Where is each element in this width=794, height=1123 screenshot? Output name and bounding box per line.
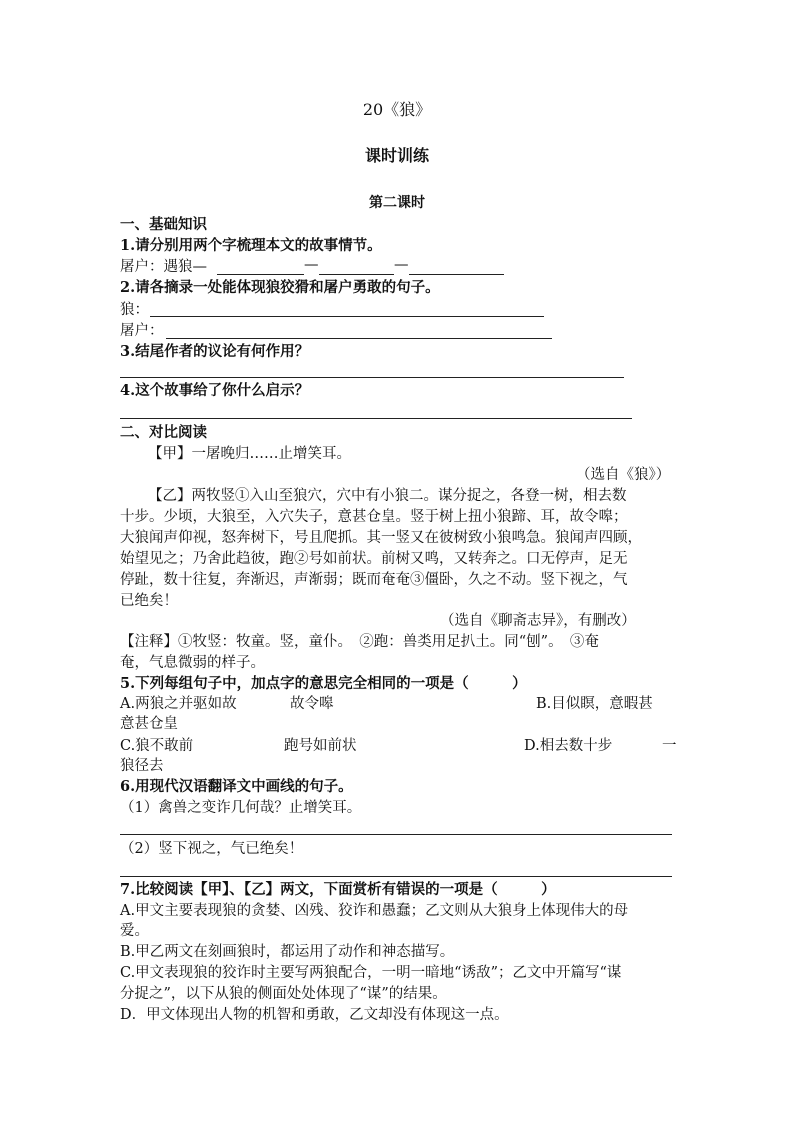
- q1-blank-3[interactable]: [409, 274, 504, 275]
- q7-option-a-cont: 爱。: [120, 923, 149, 939]
- q3-text: 3.结尾作者的议论有何作用？: [120, 343, 310, 360]
- q1-blank-2[interactable]: [319, 274, 394, 275]
- q7-text: 7.比较阅读【甲】、【乙】两文，下面赏析有错误的一项是（ ）: [120, 881, 556, 898]
- q1-dash-2: —: [394, 257, 409, 273]
- q2-wolf-label: 狼：: [120, 302, 149, 318]
- section1-heading: 一、基础知识: [120, 216, 207, 233]
- q7-option-d[interactable]: D．甲文体现出人物的机智和勇敢，乙文却没有体现这一点。: [120, 1007, 509, 1023]
- q5-option-a-pair: 故令嗥: [290, 696, 334, 712]
- passage-yi-line: 十步。少顷，大狼至，入穴失子，意甚仓皇。竖于树上扭小狼蹄、耳，故令嗥；: [120, 509, 628, 525]
- passage-yi-line: 大狼闻声仰视，怒奔树下，号且爬抓。其一竖又在彼树致小狼鸣急。狼闻声四顾，: [120, 530, 642, 546]
- q2-butcher-label: 屠户：: [120, 323, 164, 339]
- q6-answer-blank-1[interactable]: [120, 834, 672, 835]
- q7-option-c[interactable]: C.甲文表现狼的狡诈时主要写两狼配合，一明一暗地“诱敌”；乙文中开篇写“谋: [120, 965, 622, 981]
- q6-sentence-2: （2）竖下视之，气已绝矣！: [120, 841, 304, 857]
- q6-answer-blank-2[interactable]: [120, 876, 672, 877]
- q5-option-c-pair: 跑号如前状: [284, 738, 357, 754]
- q6-text: 6.用现代汉语翻译文中画线的句子。: [120, 778, 353, 795]
- q1-dash-1: —: [304, 257, 319, 273]
- page-subtitle: 课时训练: [364, 146, 429, 165]
- passage-yi-source: （选自《聊斋志异》，有删改）: [440, 613, 636, 629]
- passage-yi-line: 【乙】两牧竖①入山至狼穴，穴中有小狼二。谋分捉之，各登一树，相去数: [148, 488, 627, 504]
- passage-jia-source: （选自《狼》）: [576, 467, 671, 483]
- q4-answer-blank[interactable]: [120, 418, 632, 419]
- q5-option-d-pair-cont: 狼径去: [120, 758, 164, 774]
- q5-option-b-pair: 意甚仓皇: [120, 716, 178, 732]
- q3-answer-blank[interactable]: [120, 377, 624, 378]
- notes-line: 【注释】①牧竖：牧童。竖，童仆。 ②跑：兽类用足扒土。同“刨”。 ③奄: [120, 634, 599, 650]
- session-label: 第二课时: [369, 195, 425, 211]
- notes-line: 奄，气息微弱的样子。: [120, 655, 265, 671]
- passage-yi-line: 停趾，数十往复，奔渐迟，声渐弱；既而奄奄③僵卧，久之不动。竖下视之，气: [120, 572, 628, 588]
- q7-option-a[interactable]: A.甲文主要表现狼的贪婪、凶残、狡诈和愚蠢；乙文则从大狼身上体现伟大的母: [120, 903, 629, 919]
- q4-text: 4.这个故事给了你什么启示？: [120, 382, 310, 399]
- q1-prefix: 屠户：遇狼—: [120, 259, 207, 275]
- q1-text: 1.请分别用两个字梳理本文的故事情节。: [120, 237, 382, 254]
- page-title: 20《狼》: [362, 100, 432, 119]
- q5-option-d[interactable]: D.相去数十步: [524, 738, 613, 754]
- q6-sentence-1: （1）禽兽之变诈几何哉？止增笑耳。: [120, 800, 362, 816]
- passage-jia: 【甲】一屠晚归……止增笑耳。: [148, 446, 351, 462]
- q7-option-b[interactable]: B.甲乙两文在刻画狼时，都运用了动作和神态描写。: [120, 944, 455, 960]
- q5-option-a[interactable]: A.两狼之并驱如故: [120, 696, 237, 712]
- q2-butcher-blank[interactable]: [166, 338, 552, 339]
- q1-blank-1[interactable]: [217, 274, 304, 275]
- q2-wolf-blank[interactable]: [150, 316, 544, 317]
- q5-option-d-pair: 一: [662, 738, 677, 754]
- q5-option-b[interactable]: B.目似瞑，意暇甚: [536, 696, 653, 712]
- q5-text: 5.下列每组句子中，加点字的意思完全相同的一项是（ ）: [120, 675, 527, 692]
- q2-text: 2.请各摘录一处能体现狼狡猾和屠户勇敢的句子。: [120, 279, 440, 296]
- q7-option-c-cont: 分捉之”，以下从狼的侧面处处体现了“谋”的结果。: [120, 986, 447, 1002]
- passage-yi-line: 已绝矣！: [120, 593, 178, 609]
- passage-yi-line: 始望见之；乃舍此趋彼，跑②号如前状。前树又鸣，又转奔之。口无停声，足无: [120, 551, 628, 567]
- q5-option-c[interactable]: C.狼不敢前: [120, 738, 194, 754]
- section2-heading: 二、对比阅读: [120, 424, 207, 441]
